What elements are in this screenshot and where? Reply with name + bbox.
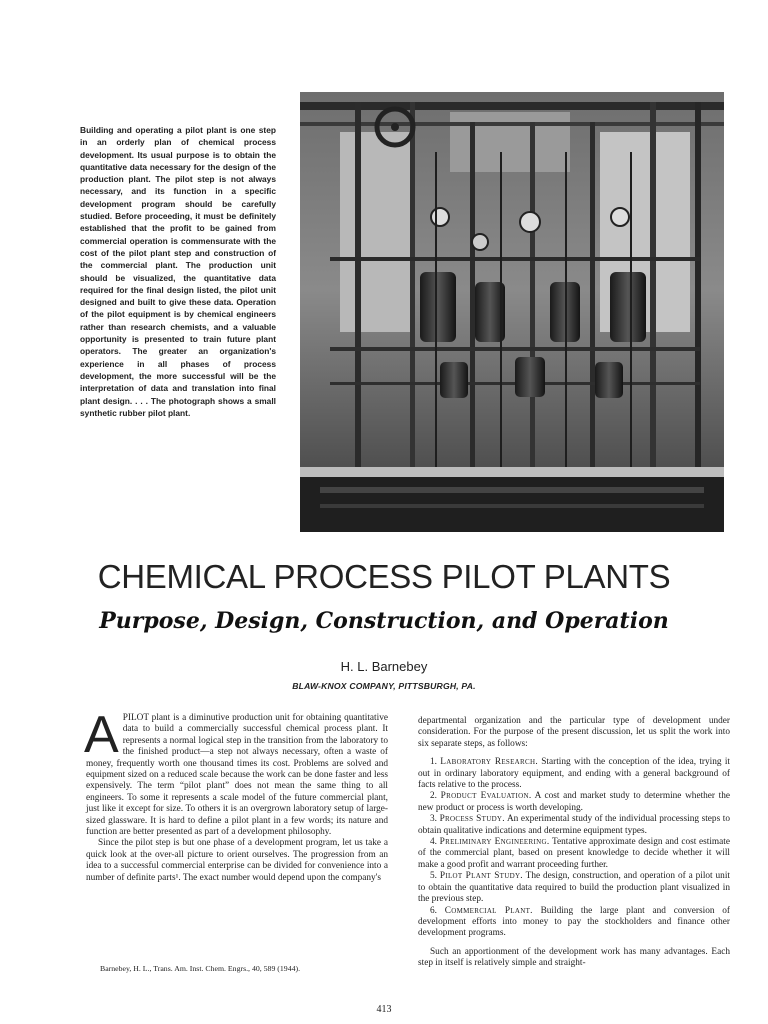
steps-list [418,757,730,940]
drop-cap: A [84,706,119,764]
author-name: H. L. Barnebey [340,659,428,674]
intro-paragraph [84,706,388,838]
article-title: CHEMICAL PROCESS PILOT PLANTS [97,558,671,595]
left-column [84,706,388,884]
article-subtitle: Purpose, Design, Construction, and Operation [99,608,669,634]
step-name: Commercial Plant. [444,905,533,916]
page-number: 413 [376,1004,392,1015]
list-item: 3. Process Study. An experimental study of the individual processing steps to obtain qualitative indications and determine equipment types. [418,814,730,836]
list-item: 1. Laboratory Research. Starting with the conception of the idea, trying it out in ordinary laboratory equipment, and ending with a general background of facts relative to the process. [418,757,730,791]
abstract-initial: B [80,125,87,135]
step-name: Laboratory Research. [440,757,538,768]
step-name: Pilot Plant Study. [439,871,523,882]
author-affiliation: BLAW-KNOX COMPANY, PITTSBURGH, PA. [292,681,476,691]
closing-paragraph: Such an apportionment of the development work has many advantages. Each step in itself is relatively simple and straight- [418,946,730,969]
intro-paragraph-text: PILOT plant is a diminutive production unit for obtaining quantitative data to build a commercially successful chemical process plant. It represents a normal logical step in the transition from the laboratory to the finished product—a step not always necessary, often a waste of money, frequently worth one thousand times its cost. Problems are solved and equipment sized on a reduced scale because the work can be done faster and less expensively. The term “pilot plant” does not mean the same thing to all engineers. To some it represents a scale model of the future commercial plant, just like it except for size. To others it is an overgrown laboratory setup of large-sized glassware. It is hard to define a pilot plant in a few words; its nature and function are better presented as part of a development philosophy. [86,713,388,838]
list-item: 4. Preliminary Engineering. Tentative approximate design and cost estimate of the commercial plant, based on present knowledge to decide whether it will make a good profit and warrant proceeding further. [418,837,730,870]
list-item: 5. Pilot Plant Study. The design, construction, and operation of a pilot unit to obtain the quantitative data required to build the production plant visualized in the previous step. [418,871,730,905]
second-paragraph: Since the pilot step is but one phase of a development program, let us take a quick look at the over-all picture to orient ourselves. The progression from an idea to a successful commercial enterprise can be divided for convenience into a number of definite parts¹. The exact number would depend upon the company's [86,838,388,883]
steps-intro-paragraph: departmental organization and the particular type of development under consideration. For the purpose of the present discussion, let us split the work into six separate steps, as follows: [418,716,730,749]
step-name: Product Evaluation. [440,791,532,802]
footnote: Barnebey, H. L., Trans. Am. Inst. Chem. Engrs., 40, 589 (1944). [100,964,301,973]
list-item: 6. Commercial Plant. Building the large plant and conversion of development efforts into money to pay the stockholders and finance other development programs. [418,905,731,939]
step-name: Process Study. [439,814,505,825]
right-column [418,716,730,970]
abstract [80,124,276,419]
list-item: 2. Product Evaluation. A cost and market study to determine whether the new product or process is worth developing. [418,791,731,813]
abstract-text: uilding and operating a pilot plant is one step in an orderly plan of chemical process development. Its usual purpose is to obtain the quantitative data necessary for the design of the production plant. The pilot step is not always necessary, and its function in a specific development program should be carefully studied. Before proceeding, it must be definitely established that the profit to be gained from commercial operation is commensurate with the cost of the pilot plant step and construction of the commercial plant. The production unit should be visualized, the quantitative data required for the final design listed, the pilot unit designed and built to give these data. Operation of the pilot equipment is by chemical engineers rather than research chemists, and a valuable opportunity is presented to train future plant operators. The greater an organization's experience in all phases of process development, the more successful will be the interpretation of data and translation into final plant design. . . . The photograph shows a small synthetic rubber pilot plant. [80,125,276,418]
step-name: Preliminary Engineering. [439,837,550,848]
pilot-plant-photograph [300,92,724,532]
